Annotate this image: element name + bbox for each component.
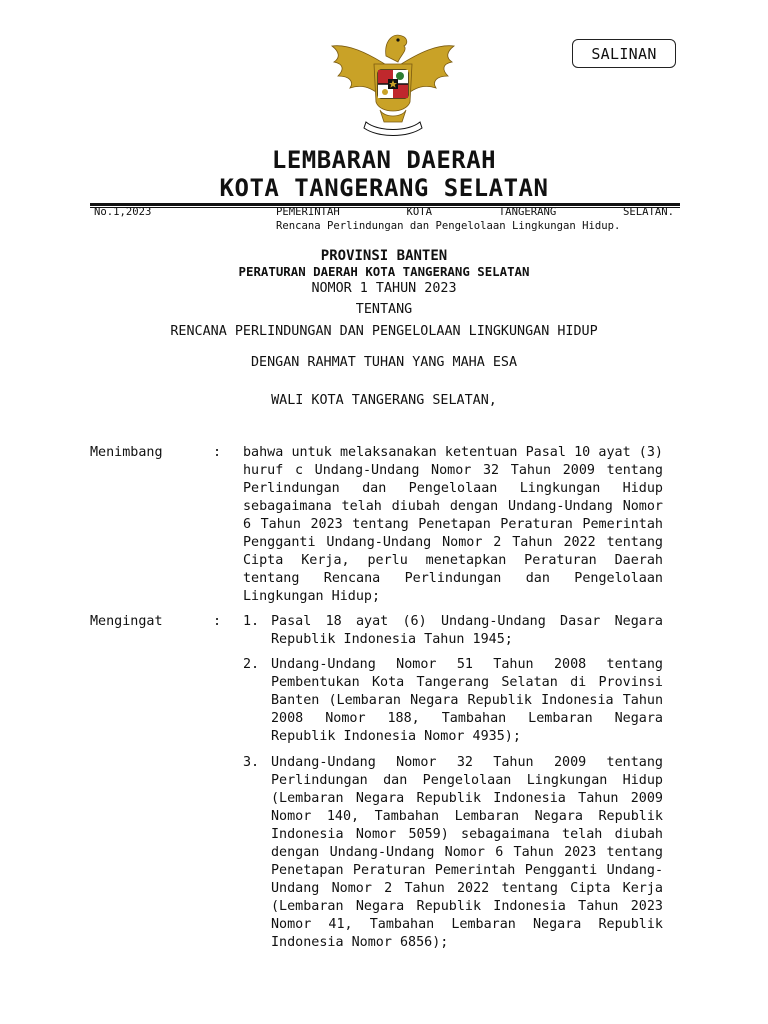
salinan-stamp: SALINAN — [572, 39, 676, 68]
gazette-info-line1: PEMERINTAH KOTA TANGERANG SELATAN. — [276, 206, 674, 218]
document-title-line1: LEMBARAN DAERAH — [271, 146, 497, 174]
mengingat-item-text: Undang-Undang Nomor 51 Tahun 2008 tentang Pembentukan Kota Tangerang Selatan di Provinsi Banten (Lembaran Negara Republik Indonesia Tahun 2008 Nomor 188, Tambahan Lembaran Negara Republik Indonesia Nomor 4935); — [271, 657, 663, 744]
province-heading: PROVINSI BANTEN — [320, 248, 448, 264]
document-title-line2: KOTA TANGERANG SELATAN — [219, 174, 549, 202]
regulation-subject: RENCANA PERLINDUNGAN DAN PENGELOLAAN LINGKUNGAN HIDUP — [170, 324, 598, 339]
regulation-heading: PERATURAN DAERAH KOTA TANGERANG SELATAN — [238, 264, 530, 279]
menimbang-label: Menimbang — [90, 445, 163, 460]
invocation-line: DENGAN RAHMAT TUHAN YANG MAHA ESA — [250, 355, 518, 370]
gazette-number: No.1,2023 — [94, 206, 152, 218]
mengingat-label: Mengingat — [90, 614, 163, 629]
menimbang-colon: : — [213, 445, 222, 460]
tentang-heading: TENTANG — [355, 302, 413, 317]
mengingat-item-text: Undang-Undang Nomor 32 Tahun 2009 tentang Perlindungan dan Pengelolaan Lingkungan Hidup (Lembaran Negara Republik Indonesia Tahun 2009 Nomor 140, Tambahan Lembaran Negara Republik Indonesia Nomor 5059) sebagaimana telah diubah dengan Undang-Undang Nomor 6 Tahun 2023 tentang Penetapan Peraturan Pemerintah Pengganti Undang-Undang Nomor 2 Tahun 2022 tentang Cipta Kerja (Lembaran Negara Republik Indonesia Tahun 2023 Nomor 41, Tambahan Lembaran Negara Republik Indonesia Nomor 6856); — [271, 755, 663, 950]
garuda-emblem-icon — [326, 22, 460, 138]
mayor-line: WALI KOTA TANGERANG SELATAN, — [271, 393, 497, 408]
regulation-number: NOMOR 1 TAHUN 2023 — [311, 281, 457, 296]
gazette-info-line2: Rencana Perlindungan dan Pengelolaan Lingkungan Hidup. — [276, 220, 621, 232]
mengingat-item-number: 2. — [243, 657, 260, 672]
mengingat-colon: : — [213, 614, 222, 629]
mengingat-item-number: 1. — [243, 614, 260, 629]
menimbang-text: bahwa untuk melaksanakan ketentuan Pasal 10 ayat (3) huruf c Undang-Undang Nomor 32 Tahun 2009 tentang Perlindungan dan Pengelolaan Lingkungan Hidup sebagaimana telah diubah dengan Undang-Undang Nomor 6 Tahun 2023 tentang Penetapan Peraturan Pemerintah Pengganti Undang-Undang Nomor 2 Tahun 2022 tentang Cipta Kerja, perlu menetapkan Peraturan Daerah tentang Rencana Perlindungan dan Pengelolaan Lingkungan Hidup; — [243, 445, 663, 604]
mengingat-item-number: 3. — [243, 755, 260, 770]
mengingat-item-text: Pasal 18 ayat (6) Undang-Undang Dasar Negara Republik Indonesia Tahun 1945; — [271, 614, 663, 647]
